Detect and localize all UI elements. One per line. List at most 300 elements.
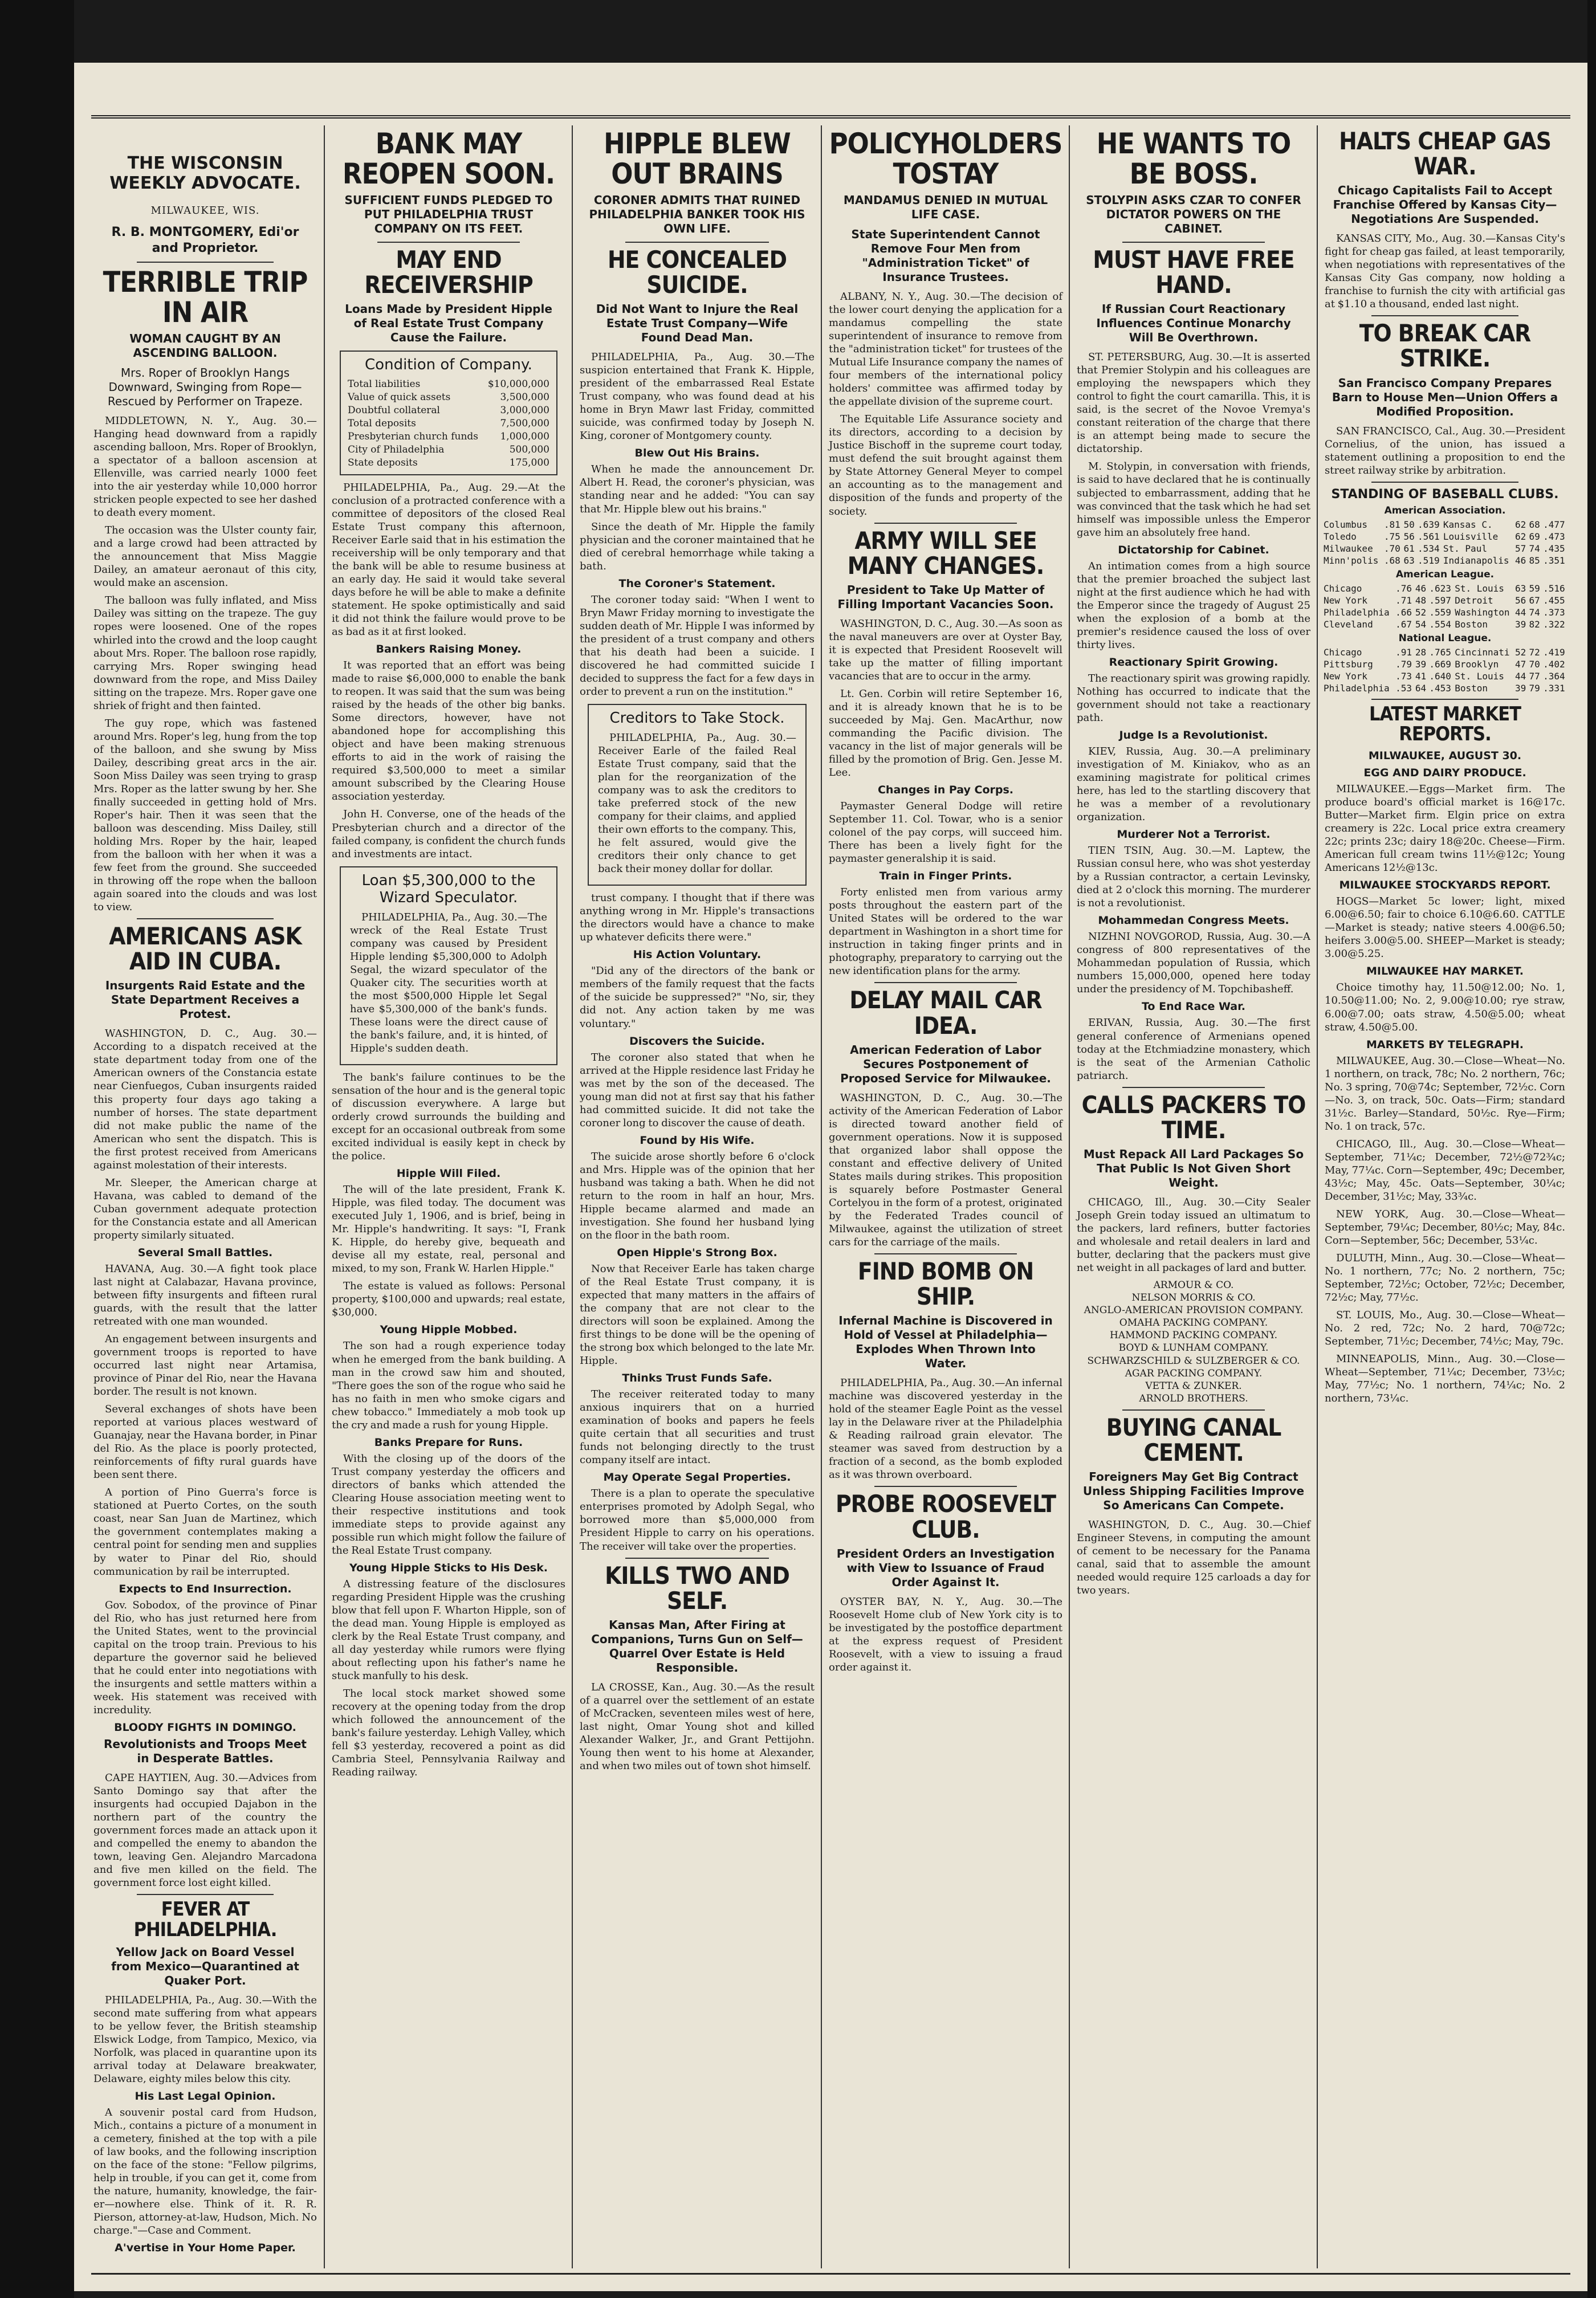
- column-rule: [1317, 125, 1318, 2268]
- standings-table: [1322, 646, 1567, 694]
- market-paragraph: MILWAUKEE, Aug. 30.—Close—Wheat—No. 1 northern, on track, 78c; No. 2 northern, 76c; No. 3 spring, 70@74c; September, 72½c. Corn—No. 3, on track, 50c. Oats—Firm; standard 31½c. Barley—Standard, 50½c. Rye—Firm; No. 1 on track, 57c.: [1325, 1054, 1566, 1132]
- masthead-place: MILWAUKEE, WIS.: [150, 205, 260, 217]
- standings-cell: 82: [1529, 618, 1540, 630]
- standings-row: [1322, 594, 1567, 606]
- league-name: National League.: [1398, 632, 1492, 644]
- column-rule: [572, 125, 573, 2268]
- standings-row: [1322, 682, 1567, 694]
- subheading: To End Race War.: [1141, 1000, 1246, 1013]
- standings-row: [1322, 555, 1567, 567]
- standings-cell: .534: [1418, 543, 1440, 554]
- standings-cell: .67: [1395, 618, 1412, 630]
- standings-cell: .765: [1429, 646, 1451, 658]
- article-paragraph: ERIVAN, Russia, Aug. 30.—The first general conference of Armenians opened today at the Etchmiadzine monastery, which is the seat of the Armenian Catholic patriarch.: [1077, 1017, 1310, 1082]
- standings-cell: Washington: [1455, 606, 1510, 618]
- divider: [1122, 242, 1265, 243]
- deck: If Russian Court Reactionary Influences Continue Monarchy Will Be Overthrown.: [1096, 302, 1291, 345]
- article-paragraph: The estate is valued as follows: Personal property, $100,000 and upwards; real estate, $30,000.: [332, 1280, 565, 1319]
- condition-value: 1,000,000: [500, 430, 549, 442]
- standings-cell: .331: [1543, 682, 1565, 694]
- article-paragraph: The will of the late president, Frank K. Hipple, was filed today. The document was executed July 1, 1906, and is brief, being in Mr. Hipple's handwriting. It says: "I, Frank K. Hipple, do hereby give, bequeath and devise all my estate, real, personal and mixed, to my son, Frank W. Harlen Hipple.": [332, 1184, 565, 1275]
- standings-cell: .71: [1395, 594, 1412, 606]
- firm-name: ANGLO-AMERICAN PROVISION COMPANY.: [1084, 1305, 1304, 1317]
- firm-name: ARNOLD BROTHERS.: [1139, 1392, 1248, 1404]
- divider: [137, 1894, 274, 1895]
- deck: San Francisco Company Prepares Barn to House Men—Union Offers a Modified Proposition.: [1332, 376, 1558, 418]
- standings-cell: Chicago: [1324, 582, 1362, 594]
- box-title: Creditors to Take Stock.: [609, 709, 785, 727]
- article-paragraph: The Equitable Life Assurance society and its directors, according to a decision by Justice Bischoff in the supreme court today, must defend the suit brought against them by State Attorney General Meyer to compel an accounting as to the management and disposition of the funds and property of the society.: [829, 413, 1062, 518]
- article-paragraph: trust company. I thought that if there was anything wrong in Mr. Hipple's transactions the directors would have a chance to make up whatever deficits there were.": [580, 892, 815, 944]
- standings-cell: 39: [1415, 658, 1427, 670]
- standings-row: [1322, 543, 1567, 555]
- article-paragraph: PHILADELPHIA, Pa., Aug. 30.—The suspicion entertained that Frank K. Hipple, president of the embarrassed Real Estate Trust company, who was found dead at his home in Bryn Mawr last Friday, committed suicide, was confirmed today by Joseph N. King, coroner of Montgomery county.: [580, 351, 815, 442]
- standings-cell: 52: [1515, 646, 1526, 658]
- condition-row: [348, 457, 549, 470]
- headline-canal-cement: BUYING CANAL CEMENT.: [1106, 1413, 1281, 1467]
- condition-label: State deposits: [348, 457, 418, 468]
- subheading: Open Hipple's Strong Box.: [617, 1246, 777, 1259]
- column-rule: [324, 125, 325, 2268]
- article-paragraph: PHILADELPHIA, Pa., Aug. 29.—At the conclusion of a protracted conference with a committee of depositors of the closed Real Estate Trust company this afternoon, Receiver Earle said that in his estimation the receivership will be only temporary and that the bank will be able to resume business at an early day. He said it would take several days before he will be able to make a definite statement. He spoke optimistically and said it did not think the failure would prove to be as bad as it at first looked.: [332, 481, 565, 638]
- masthead-title: THE WISCONSIN WEEKLY ADVOCATE.: [109, 153, 301, 193]
- market-paragraph: MILWAUKEE.—Eggs—Market firm. The produce board's official market is 16@17c. Butter—Market firm. Elgin price on extra creamery is 22c. Local price extra creamery 22c; prints 23c; dairy 18@20c. Cheese—Firm. American full cream twins 11½@12c; Young Americans 12½@13c.: [1325, 783, 1565, 874]
- article-paragraph: A portion of Pino Guerra's force is stationed at Puerto Cortes, on the south coast, near San Juan de Martinez, which the government contemplates making a central point for sending men and supplies by water to Pinar del Rio, should communication by rail be interrupted.: [93, 1486, 317, 1578]
- standings-cell: Milwaukee: [1324, 543, 1373, 554]
- article-paragraph: The reactionary spirit was growing rapidly. Nothing has occurred to indicate that the government should not take a reactionary path.: [1077, 672, 1310, 724]
- standings-row: [1322, 519, 1567, 531]
- article-paragraph: An engagement between insurgents and government troops is reported to have occurred last night near Artamisa, province of Pinar del Rio, near the Havana border. The result is not known.: [93, 1333, 317, 1398]
- divider: [1122, 1087, 1265, 1088]
- article-paragraph: TIEN TSIN, Aug. 30.—M. Laptew, the Russian consul here, who was shot yesterday by a Russian contractor, a certain Levinsky, died at 2 o'clock this morning. The murderer is not a revolutionist.: [1077, 845, 1310, 910]
- article-paragraph: SAN FRANCISCO, Cal., Aug. 30.—President Cornelius, of the union, has issued a statement outlining a proposition to end the street railway strike by arbitration.: [1325, 425, 1565, 476]
- standings-cell: 41: [1415, 670, 1427, 682]
- article-paragraph: CHICAGO, Ill., Aug. 30.—City Sealer Joseph Grein today issued an ultimatum to the packers, lard refiners, butter factories and wholesale and retail dealers in lard and butter, declaring that the packers must give net weight in all packages of lard and butter.: [1077, 1196, 1310, 1274]
- standings-cell: Cincinnati: [1455, 646, 1510, 658]
- column-6: [1322, 125, 1567, 2268]
- standings-cell: 74: [1529, 606, 1540, 618]
- headline-may-end-receivership: MAY END RECEIVERSHIP: [364, 246, 533, 299]
- market-paragraph: ST. LOUIS, Mo., Aug. 30.—Close—Wheat—No. 2 red, 72c; No. 2 hard, 70@72c; September, 71½c; December, 74½c; May, 79c.: [1325, 1309, 1565, 1348]
- standings-cell: .373: [1543, 606, 1565, 618]
- condition-label: City of Philadelphia: [348, 443, 445, 455]
- divider: [377, 242, 520, 243]
- deck: Infernal Machine is Discovered in Hold of Vessel at Philadelphia—Explodes When Thrown Into Water.: [838, 1314, 1053, 1371]
- standings-cell: 85: [1529, 555, 1540, 566]
- subheading: Several Small Battles.: [137, 1246, 273, 1259]
- subheading: Train in Finger Prints.: [879, 870, 1012, 883]
- condition-row: [348, 443, 549, 457]
- baseball-standings-title: STANDING OF BASEBALL CLUBS.: [1331, 487, 1559, 502]
- creditors-box: [588, 704, 807, 886]
- deck: American Federation of Labor Secures Postponement of Proposed Service for Milwaukee.: [840, 1042, 1051, 1085]
- deck: Did Not Want to Injure the Real Estate Trust Company—Wife Found Dead Man.: [596, 302, 799, 345]
- standings-cell: Toledo: [1324, 531, 1357, 542]
- standings-cell: 61: [1403, 543, 1415, 554]
- divider: [874, 1486, 1017, 1487]
- standings-table: [1322, 582, 1567, 630]
- market-paragraph: Choice timothy hay, 11.50@12.00; No. 1, 10.50@11.00; No. 2, 9.00@10.00; rye straw, 6.00@7.00; oats straw, 4.50@5.00; wheat straw, 4.50@5.00.: [1325, 981, 1565, 1033]
- condition-row: [348, 430, 549, 443]
- deck: State Superintendent Cannot Remove Four Men from "Administration Ticket" of Insurance Trustees.: [851, 227, 1040, 284]
- deck: Insurgents Raid Estate and the State Department Receives a Protest.: [105, 979, 306, 1021]
- article-paragraph: With the closing up of the doors of the Trust company yesterday the officers and directors of banks which attended the Clearing House association meeting went to their respective institutions and took immediate steps to provide against any possible run which might follow the failure of the Real Estate Trust company.: [332, 1452, 565, 1557]
- article-paragraph: Forty enlisted men from various army posts throughout the eastern part of the United States will be ordered to the war department in Washington in a short time for instruction in taking finger prints and in photography, preparatory to carrying out the new identification plans for the army.: [829, 886, 1062, 977]
- standings-cell: .519: [1418, 555, 1440, 566]
- subheading: Banks Prepare for Runs.: [374, 1436, 523, 1449]
- firm-name: ARMOUR & CO.: [1153, 1280, 1234, 1291]
- subheading: The Coroner's Statement.: [618, 577, 776, 590]
- standings-row: [1322, 582, 1567, 594]
- standings-cell: 54: [1415, 618, 1427, 630]
- standings-cell: .79: [1395, 658, 1412, 670]
- standings-cell: 56: [1403, 531, 1415, 542]
- condition-row: [348, 417, 549, 430]
- divider: [874, 1253, 1017, 1254]
- article-paragraph: ST. PETERSBURG, Aug. 30.—It is asserted that Premier Stolypin and his colleagues are employing the newspapers which they control to fight the court camarilla. This, it is said, is the secret of the Novoe Vremya's constant reiteration of the charge that there is an attempt being made to secure the dictatorship.: [1077, 351, 1310, 455]
- subheading: Young Hipple Sticks to His Desk.: [349, 1561, 548, 1574]
- masthead-editor: R. B. MONTGOMERY, Edi'or and Proprietor.: [111, 225, 299, 255]
- market-paragraph: MINNEAPOLIS, Minn., Aug. 30.—Close—Wheat—September, 71¼c; December, 73½c; May, 77½c; No. 1 northern, 74¼c; No. 2 northern, 73¼c.: [1325, 1353, 1565, 1405]
- standings-cell: .640: [1429, 670, 1451, 682]
- standings-cell: 79: [1529, 682, 1540, 694]
- league-name: American Association.: [1384, 504, 1506, 516]
- standings-cell: Indianapolis: [1443, 555, 1509, 566]
- deck: Yellow Jack on Board Vessel from Mexico—Quarantined at Quaker Port.: [111, 1945, 299, 1987]
- standings-cell: New York: [1324, 594, 1368, 606]
- standings-cell: St. Louis: [1455, 670, 1504, 682]
- headline-terrible-trip: TERRIBLE TRIP IN AIR: [103, 266, 308, 329]
- standings-cell: Boston: [1455, 682, 1488, 694]
- article-paragraph: Gov. Sobodox, of the province of Pinar del Rio, who has just returned here from the United States, went to the provincial capital on the troop train. Previous to his departure the governor said he believed that he could enter into negotiations with the insurgents and settle matters within a week. His statement was received with incredulity.: [93, 1599, 317, 1716]
- article-paragraph: HAVANA, Aug. 30.—A fight took place last night at Calabazar, Havana province, between fifty insurgents and fifteen rural guards, with the result that the latter retreated with one man wounded.: [93, 1262, 317, 1327]
- standings-cell: 69: [1529, 531, 1540, 542]
- subheading: MARKETS BY TELEGRAPH.: [1366, 1038, 1524, 1051]
- subheading: Blew Out His Brains.: [634, 447, 760, 460]
- standings-cell: Pittsburg: [1324, 658, 1373, 670]
- standings-cell: .639: [1418, 519, 1440, 530]
- headline-calls-packers: CALLS PACKERS TO TIME.: [1081, 1090, 1306, 1144]
- subheading: Thinks Trust Funds Safe.: [622, 1372, 772, 1385]
- article-paragraph: John H. Converse, one of the heads of the Presbyterian church and a director of the failed company, is confident the church funds and investments are intact.: [332, 808, 565, 860]
- headline-policyholders: POLICYHOLDERS TOSTAY: [829, 127, 1062, 190]
- subheading: Dictatorship for Cabinet.: [1118, 543, 1269, 556]
- standings-cell: .623: [1429, 582, 1451, 594]
- standings-cell: Detroit: [1455, 594, 1493, 606]
- standings-row: [1322, 646, 1567, 658]
- article-paragraph: Mr. Sleeper, the American charge at Havana, was cabled to demand of the Cuban government adequate protection for the Constancia estate and all American property similarly situated.: [93, 1176, 317, 1241]
- top-rule: [91, 115, 1570, 119]
- standings-cell: .453: [1429, 682, 1451, 694]
- divider: [1122, 1409, 1265, 1411]
- deck: Foreigners May Get Big Contract Unless Shipping Facilities Improve So Americans Can Compete.: [1082, 1470, 1305, 1513]
- deck: STOLYPIN ASKS CZAR TO CONFER DICTATOR POWERS ON THE CABINET.: [1086, 193, 1301, 235]
- standings-cell: 39: [1515, 682, 1526, 694]
- divider: [874, 982, 1017, 983]
- box-title: Condition of Company.: [365, 356, 532, 374]
- divider: [874, 523, 1017, 524]
- article-paragraph: PHILADELPHIA, Pa., Aug. 30.—Receiver Earle of the failed Real Estate Trust company, said that the plan for the reorganization of the company was to ask the creditors to take preferred stock of the new company for their claims, and applied their own efforts to the company. This, he felt assured, would give the creditors their only chance to get back their money dollar for dollar.: [598, 731, 796, 875]
- standings-cell: 56: [1515, 594, 1526, 606]
- deck: SUFFICIENT FUNDS PLEDGED TO PUT PHILADELPHIA TRUST COMPANY ON ITS FEET.: [344, 193, 553, 235]
- loan-box: [340, 866, 557, 1065]
- standings-cell: .66: [1395, 606, 1412, 618]
- article-paragraph: PHILADELPHIA, Pa., Aug. 30.—The wreck of the Real Estate Trust company was caused by President Hipple lending $5,300,000 to Adolph Segal, the wizard speculator of the Quaker city. The securities worth at the most $500,000 Hipple let Segal have $5,300,000 of the bank's funds. These loans were the direct cause of the bank's failure, and, it is hinted, of Hipple's sudden death.: [350, 911, 547, 1054]
- standings-cell: 47: [1515, 658, 1526, 670]
- standings-cell: .473: [1543, 531, 1565, 542]
- article-paragraph: The local stock market showed some recovery at the opening today from the drop which followed the announcement of the bank's failure yesterday. Lehigh Valley, which fell $3 yesterday, recovered a point as did Cambria Steel, Pennsylvania Railway and Reading railway.: [332, 1688, 565, 1779]
- condition-label: Presbyterian church funds: [348, 430, 478, 442]
- standings-cell: 70: [1529, 658, 1540, 670]
- article-paragraph: Paymaster General Dodge will retire September 11. Col. Towar, who is a senior colonel of the pay corps, will succeed him. There has been a lively fight for the paymaster generalship it is said.: [829, 800, 1062, 865]
- subheading: Murderer Not a Terrorist.: [1117, 828, 1271, 841]
- article-paragraph: There is a plan to operate the speculative enterprises promoted by Adolph Segal, who borrowed more than $5,000,000 from President Hipple to carry on his operations. The receiver will take over the properties.: [580, 1488, 815, 1553]
- condition-label: Doubtful collateral: [348, 405, 440, 417]
- column-2: [329, 125, 568, 2268]
- subheading: Discovers the Suicide.: [629, 1034, 765, 1048]
- column-5: [1074, 125, 1313, 2268]
- standings-row: [1322, 618, 1567, 630]
- deck: President Orders an Investigation with View to Issuance of Fraud Order Against It.: [836, 1546, 1055, 1589]
- standings-row: [1322, 658, 1567, 670]
- subheading: Bankers Raising Money.: [376, 643, 522, 656]
- article-paragraph: WASHINGTON, D. C., Aug. 30.—Chief Engineer Stevens, in computing the amount of cement to be necessary for the Panama canal, said that to assemble the amount needed would require 125 carloads a day for two years.: [1077, 1519, 1310, 1597]
- standings-cell: New York: [1324, 670, 1368, 682]
- deck: MANDAMUS DENIED IN MUTUAL LIFE CASE.: [843, 193, 1048, 221]
- subheading: May Operate Segal Properties.: [603, 1471, 791, 1484]
- market-paragraph: DULUTH, Minn., Aug. 30.—Close—Wheat—No. 1 northern, 77c; No. 2 northern, 75c; September, 72½c; October, 72½c; December, 72½c; May, 77½c.: [1325, 1252, 1565, 1304]
- article-paragraph: MIDDLETOWN, N. Y., Aug. 30.—Hanging head downward from a rapidly ascending balloon, Mrs. Roper of Brooklyn, a spectator of a balloon ascension at Ellenville, was carried nearly 1000 feet into the air yesterday while 10,000 horror stricken people expected to see her dashed to death every moment.: [93, 415, 317, 519]
- condition-of-company-box: [340, 351, 557, 475]
- article-paragraph: The son had a rough experience today when he emerged from the bank building. A man in the crowd saw him and shouted, "There goes the son of the rogue who said he has no faith in men who smoke cigars and chew tobacco." Immediately a mob took up the cry and made a rush for young Hipple.: [332, 1340, 565, 1431]
- scan-left-margin: [0, 0, 74, 2298]
- standings-cell: .351: [1543, 555, 1565, 566]
- condition-row: [348, 404, 549, 417]
- condition-label: Value of quick assets: [348, 392, 451, 404]
- standings-cell: 72: [1529, 646, 1540, 658]
- article-paragraph: ALBANY, N. Y., Aug. 30.—The decision of the lower court denying the application for a mandamus compelling the state superintendent of insurance to remove from the "administration ticket" for trustees of the Mutual Life Insurance company the names of four members of the international policy holders' committee was affirmed today by the appellate division of the supreme court.: [829, 291, 1062, 408]
- article-paragraph: WASHINGTON, D. C., Aug. 30.—As soon as the naval maneuvers are over at Oyster Bay, it is expected that President Roosevelt will take up the matter of filling important vacancies that are to occur in the army.: [829, 617, 1062, 682]
- subheading: His Action Voluntary.: [633, 948, 762, 961]
- headline-americans-ask-aid: AMERICANS ASK AID IN CUBA.: [109, 922, 302, 976]
- standings-cell: .91: [1395, 646, 1412, 658]
- article-paragraph: WASHINGTON, D. C., Aug. 30.—The activity of the American Federation of Labor is directed toward another field of government operations. Now it is supposed that organized labor shall oppose the constant and effective delivery of United States mails during strikes. This proposition is squarely before Postmaster General Cortelyou in the form of a protest, originated by the Federated Trades council of Milwaukee, against the utilization of street cars for the carriage of the mails.: [829, 1091, 1062, 1248]
- standings-cell: 67: [1529, 594, 1540, 606]
- market-paragraph: HOGS—Market 5c lower; light, mixed 6.00@6.50; fair to choice 6.10@6.60. CATTLE—Market is steady; native steers 4.00@6.50; heifers 3.00@5.00. SHEEP—Market is steady; 3.00@5.25.: [1325, 895, 1565, 960]
- divider: [625, 1558, 769, 1559]
- standings-cell: 64: [1415, 682, 1427, 694]
- subheading: MILWAUKEE HAY MARKET.: [1366, 965, 1524, 978]
- subheading: Changes in Pay Corps.: [877, 784, 1014, 797]
- standings-cell: 68: [1529, 519, 1540, 530]
- league-name: American League.: [1395, 568, 1495, 580]
- standings-cell: Philadelphia: [1324, 606, 1390, 618]
- article-paragraph: KIEV, Russia, Aug. 30.—A preliminary investigation of M. Kiniakov, who as an examining magistrate for political crimes here, has led to the startling discovery that he was a member of a revolutionary organization.: [1077, 745, 1310, 824]
- subheading: Hipple Will Filed.: [396, 1167, 501, 1180]
- standings-cell: .435: [1543, 543, 1565, 554]
- divider: [1371, 482, 1518, 483]
- headline-market-reports: LATEST MARKET REPORTS.: [1369, 702, 1521, 746]
- deck: Mrs. Roper of Brooklyn Hangs Downward, Swinging from Rope—Rescued by Performer on Trapeze.: [107, 366, 303, 408]
- standings-cell: Minn'polis: [1324, 555, 1379, 566]
- deck: WOMAN CAUGHT BY AN ASCENDING BALLOON.: [129, 332, 281, 360]
- article-paragraph: The occasion was the Ulster county fair, and a large crowd had been attracted by the announcement that Miss Maggie Dailey, an amateur aeronaut of this city, would make an ascension.: [93, 524, 317, 589]
- article-paragraph: "Did any of the directors of the bank or members of the family request that the facts of the suicide be suppressed?" "No, sir, they did not. Any action taken by me was voluntary.": [580, 965, 815, 1030]
- standings-cell: 39: [1515, 618, 1526, 630]
- article-paragraph: NIZHNI NOVGOROD, Russia, Aug. 30.—A congress of 800 representatives of the Mohammedan population of Russia, which numbers 15,000,000, opened here today under the presidency of M. Topchibasheff.: [1077, 931, 1310, 996]
- article-paragraph: KANSAS CITY, Mo., Aug. 30.—Kansas City's fight for cheap gas failed, at least temporarily, when negotiations with representatives of the Kansas City Gas company, now holding a franchise to furnish the city with artificial gas at $1.10 a thousand, ended last night.: [1325, 233, 1565, 311]
- headline-halts-gas-war: HALTS CHEAP GAS WAR.: [1339, 127, 1551, 181]
- deck: Must Repack All Lard Packages So That Public Is Not Given Short Weight.: [1083, 1147, 1304, 1189]
- headline-hipple-blew-out-brains: HIPPLE BLEW OUT BRAINS: [604, 127, 791, 190]
- standings-cell: .68: [1383, 555, 1400, 566]
- standings-cell: .81: [1383, 519, 1400, 530]
- subheading: MILWAUKEE, AUGUST 30.: [1368, 749, 1522, 763]
- deck: Kansas Man, After Firing at Companions, Turns Gun on Self—Quarrel Over Estate is Held Responsible.: [591, 1617, 803, 1674]
- divider: [1371, 315, 1518, 316]
- standings-cell: .73: [1395, 670, 1412, 682]
- standings-cell: .455: [1543, 594, 1565, 606]
- standings-cell: Boston: [1455, 618, 1488, 630]
- standings-table: [1322, 519, 1567, 567]
- standings-cell: 48: [1415, 594, 1427, 606]
- article-paragraph: When he made the announcement Dr. Albert H. Read, the coroner's physician, was standing near and he added: "You can say that Mr. Hipple blew out his brains.": [580, 463, 815, 515]
- standings-cell: .516: [1543, 582, 1565, 594]
- headline-delay-mail-car: DELAY MAIL CAR IDEA.: [849, 986, 1042, 1040]
- article-paragraph: The guy rope, which was fastened around Mrs. Roper's leg, hung from the top of the balloon, and she swung by Miss Dailey, describing great arcs in the air. Soon Miss Dailey was seen trying to grasp Mrs. Roper as the latter swung by her. She finally succeeded in getting hold of Mrs. Roper's hair. Then it was seen that the balloon was descending. Miss Dailey, still holding Mrs. Roper by the hair, leaped from the balloon with her when it was a few feet from the ground. She succeeded in throwing off the rope when the balloon again soared into the clouds and was lost to view.: [93, 717, 317, 914]
- subheading: Reactionary Spirit Growing.: [1109, 655, 1279, 669]
- headline-bank-may-reopen: BANK MAY REOPEN SOON.: [342, 127, 555, 190]
- condition-row: [348, 391, 549, 404]
- condition-value: 500,000: [509, 443, 549, 455]
- column-4: [826, 125, 1065, 2268]
- standings-row: [1322, 670, 1567, 682]
- headline-free-hand: MUST HAVE FREE HAND.: [1093, 246, 1294, 299]
- standings-cell: .70: [1383, 543, 1400, 554]
- standings-cell: 74: [1529, 543, 1540, 554]
- standings-cell: .419: [1543, 646, 1565, 658]
- divider: [137, 918, 274, 919]
- article-paragraph: WASHINGTON, D. C., Aug. 30.—According to a dispatch received at the state department today from one of the American owners of the Constancia estate near Cienfuegos, Cuban insurgents raided this property four days ago taking a number of horses. The state department did not make public the name of the American who sent the dispatch. This is the first protest received from Americans against molestation of their interests.: [93, 1028, 317, 1171]
- subheading: Young Hipple Mobbed.: [380, 1323, 518, 1337]
- article-paragraph: Since the death of Mr. Hipple the family physician and the coroner maintained that he died of cerebral hemorrhage while taking a bath.: [580, 520, 815, 572]
- article-paragraph: The balloon was fully inflated, and Miss Dailey was sitting on the trapeze. The guy ropes were loosened. One of the ropes whirled into the crowd and the loop caught about Mrs. Roper. The balloon rose rapidly, carrying Mrs. Roper swinging head downward from the rope, and Miss Dailey sitting on the trapeze. Mrs. Roper gave one shriek of fright and then fainted.: [93, 594, 317, 712]
- article-paragraph: Lt. Gen. Corbin will retire September 16, and it is already known that he is to be succeeded by Maj. Gen. MacArthur, now commanding the Pacific division. The vacancy in the list of major generals will be filled by the promotion of Brig. Gen. Jesse M. Lee.: [829, 687, 1062, 779]
- article-paragraph: The suicide arose shortly before 6 o'clock and Mrs. Hipple was of the opinion that her husband was taking a bath. When he did not return to the room in half an hour, Mrs. Hipple became alarmed and made an investigation. She found her husband lying on the floor in the bath room.: [580, 1150, 815, 1241]
- standings-cell: Kansas C.: [1443, 519, 1493, 530]
- market-paragraph: NEW YORK, Aug. 30.—Close—Wheat—September, 79¼c; December, 80½c; May, 84c. Corn—September, 56c; December, 53¼c.: [1325, 1208, 1565, 1246]
- article-paragraph: The bank's failure continues to be the sensation of the hour and is the general topic of discussion everywhere. A large but orderly crowd surrounds the building and except for an occasional outbreak from some excited individual is easily kept in check by the police.: [332, 1071, 565, 1163]
- baseball-standings: [1322, 505, 1567, 694]
- article-paragraph: The receiver reiterated today to many anxious inquirers that on a hurried examination of books and papers he feels quite certain that all securities and trust funds not belonging directly to the trust company itself are intact.: [580, 1388, 815, 1466]
- standings-cell: .477: [1543, 519, 1565, 530]
- condition-value: 3,500,000: [500, 392, 549, 404]
- headline-find-bomb: FIND BOMB ON SHIP.: [857, 1257, 1034, 1311]
- standings-cell: .561: [1418, 531, 1440, 542]
- subheading: Found by His Wife.: [640, 1134, 755, 1147]
- headline-fever: FEVER AT PHILADELPHIA.: [133, 1898, 277, 1941]
- newspaper-page: [74, 63, 1587, 2291]
- condition-value: 175,000: [509, 457, 549, 468]
- standings-cell: .53: [1395, 682, 1412, 694]
- article-paragraph: The coroner also stated that when he arrived at the Hipple residence last Friday he was met by the son of the deceased. The young man did not at first say that his father had committed suicide. It did not take the coroner long to discover the cause of death.: [580, 1051, 815, 1129]
- article-paragraph: A souvenir postal card from Hudson, Mich., contains a picture of a monument in a cemetery, finished at the top with a pile of law books, and the following inscription on the face of the stone: "Fellow pilgrims, help in trouble, if you can get it, come from the nature, humanity, knowledge, the fair-er—nowhere else. Think of it. R. R. Pierson, attorney-at-law, Hudson, Mich. No charge."—Case and Comment.: [93, 2106, 317, 2236]
- article-paragraph: PHILADELPHIA, Pa., Aug. 30.—An infernal machine was discovered yesterday in the hold of the steamer Eagle Point as the vessel lay in the Delaware river at the Philadelphia & Reading railroad grain elevator. The steamer was saved from destruction by a fraction of a second, as the bomb exploded as it was thrown overboard.: [829, 1377, 1062, 1481]
- article-paragraph: LA CROSSE, Kan., Aug. 30.—As the result of a quarrel over the settlement of an estate of McCracken, seventeen miles west of here, last night, Omar Young shot and killed Alexander Walker, Jr., and Grant Pettijohn. Young then went to his home at Alexander, and when two miles out of town shot himself.: [580, 1681, 815, 1772]
- divider: [137, 262, 274, 263]
- market-paragraph: CHICAGO, Ill., Aug. 30.—Close—Wheat—September, 71¼c; December, 72½@72¾c; May, 77¼c. Corn—September, 49c; December, 43½c; May, 45c. Oats—September, 30¼c; December, 31½c; May, 33¾c.: [1325, 1138, 1565, 1203]
- standings-cell: Cleveland: [1324, 618, 1373, 630]
- firm-name: SCHWARZSCHILD & SULZBERGER & CO.: [1087, 1355, 1300, 1367]
- standings-cell: .554: [1429, 618, 1451, 630]
- standings-cell: 62: [1515, 531, 1526, 542]
- article-paragraph: PHILADELPHIA, Pa., Aug. 30.—With the second mate suffering from what appears to be yellow fever, the British steamship Elswick Lodge, from Tampico, Mexico, via Norfolk, was placed in quarantine upon its arrival today at Delaware breakwater, Delaware, eighty miles below this city.: [93, 1994, 317, 2085]
- standings-cell: 62: [1515, 519, 1526, 530]
- standings-cell: .402: [1543, 658, 1565, 670]
- headline-army-changes: ARMY WILL SEE MANY CHANGES.: [847, 526, 1044, 580]
- condition-value: $10,000,000: [487, 378, 549, 390]
- standings-cell: .322: [1543, 618, 1565, 630]
- standings-row: [1322, 531, 1567, 543]
- headline-break-car-strike: TO BREAK CAR STRIKE.: [1359, 319, 1531, 373]
- standings-cell: 63: [1403, 555, 1415, 566]
- article-paragraph: M. Stolypin, in conversation with friends, is said to have declared that he is continually subjected to embarrassment, adding that he was convinced that the task which he had set himself was impossible unless the Emperor gave him an absolutely free hand.: [1077, 461, 1310, 539]
- firm-name: AGAR PACKING COMPANY.: [1125, 1367, 1263, 1379]
- subheading: BLOODY FIGHTS IN DOMINGO.: [114, 1721, 296, 1734]
- standings-cell: 50: [1403, 519, 1415, 530]
- condition-value: 7,500,000: [500, 418, 549, 429]
- standings-cell: 46: [1515, 555, 1526, 566]
- deck: Chicago Capitalists Fail to Accept Franchise Offered by Kansas City—Negotiations Are Suspended.: [1333, 184, 1557, 226]
- deck: CORONER ADMITS THAT RUINED PHILADELPHIA BANKER TOOK HIS OWN LIFE.: [589, 193, 805, 235]
- firm-list: [1074, 1279, 1313, 1405]
- column-rule: [821, 125, 822, 2268]
- article-paragraph: OYSTER BAY, N. Y., Aug. 30.—The Roosevelt Home club of New York city is to be investigated by the postoffice department at the express request of President Roosevelt, with a view to issuing a fraud order against it.: [829, 1595, 1062, 1673]
- standings-cell: .364: [1543, 670, 1565, 682]
- subheading: EGG AND DAIRY PRODUCE.: [1363, 767, 1526, 780]
- condition-row: [348, 378, 549, 391]
- condition-label: Total liabilities: [348, 378, 421, 390]
- subheading: Judge Is a Revolutionist.: [1119, 728, 1268, 741]
- column-rule: [1069, 125, 1070, 2268]
- headline-kills-two: KILLS TWO AND SELF.: [605, 1561, 789, 1615]
- standings-cell: 57: [1515, 543, 1526, 554]
- standings-cell: 44: [1515, 606, 1526, 618]
- standings-cell: Louisville: [1443, 531, 1499, 542]
- deck: President to Take Up Matter of Filling Important Vacancies Soon.: [837, 582, 1054, 611]
- article-paragraph: An intimation comes from a high source that the premier broached the subject last night at the first audience which he had with the Emperor since the tragedy of August 25 when the explosion of a bomb at the premier's residence caused the loss of over thirty lives.: [1077, 560, 1310, 651]
- subheading: Mohammedan Congress Meets.: [1098, 914, 1289, 927]
- article-paragraph: A distressing feature of the disclosures regarding President Hipple was the crushing blow that fell upon F. Wharton Hipple, son of the dead man. Young Hipple is employed as clerk by the Real Estate Trust company, and all day yesterday while rumors were flying about reflecting upon his father's name he stuck manfully to his desk.: [332, 1578, 565, 1682]
- firm-name: OMAHA PACKING COMPANY.: [1119, 1317, 1268, 1329]
- subheading: His Last Legal Opinion.: [135, 2089, 276, 2103]
- standings-cell: Philadelphia: [1324, 682, 1390, 694]
- standings-cell: 46: [1415, 582, 1427, 594]
- scan-right-margin: [1587, 0, 1596, 2298]
- advertise-line: A'vertise in Your Home Paper.: [115, 2242, 296, 2255]
- firm-name: HAMMOND PACKING COMPANY.: [1109, 1330, 1277, 1342]
- condition-table: [348, 378, 549, 470]
- standings-cell: 44: [1515, 670, 1526, 682]
- standings-cell: Columbus: [1324, 519, 1368, 530]
- headline-probe-roosevelt-club: PROBE ROOSEVELT CLUB.: [836, 1490, 1056, 1543]
- column-1: [91, 125, 319, 2268]
- article-paragraph: The coroner today said: "When I went to Bryn Mawr Friday morning to investigate the sudden death of Mr. Hipple I was informed by the president of a trust company and others that his death had been a suicide. I discovered he had committed suicide I decided to suppress the fact for a few days in order to prevent a run on the institution.": [580, 593, 815, 698]
- standings-cell: 52: [1415, 606, 1427, 618]
- divider: [1371, 699, 1518, 700]
- standings-cell: St. Louis: [1455, 582, 1504, 594]
- standings-cell: .597: [1429, 594, 1451, 606]
